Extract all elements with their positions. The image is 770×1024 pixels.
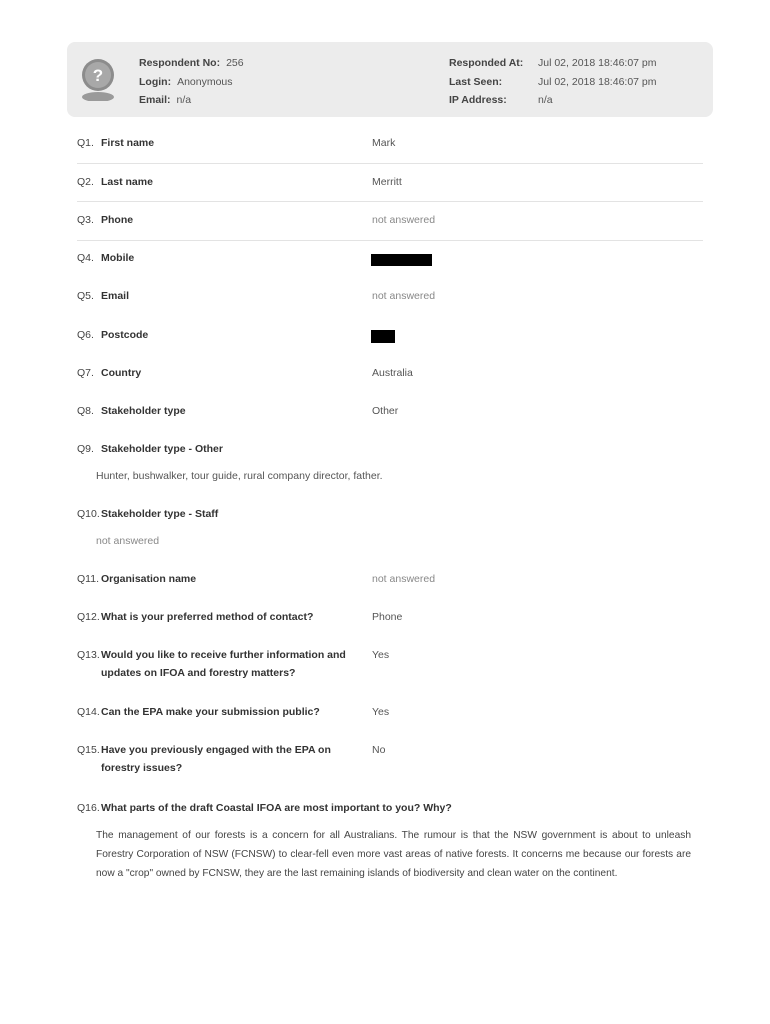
responded-at-value: Jul 02, 2018 18:46:07 pm — [538, 57, 657, 69]
answer-14: Yes — [372, 706, 390, 718]
respondent-no-value: 256 — [226, 57, 244, 69]
question-text: Would you like to receive further information and updates on IFOA and forestry matters? — [101, 649, 346, 679]
svg-text:?: ? — [92, 66, 104, 85]
question-7 — [77, 367, 141, 379]
question-number: Q12. — [77, 611, 100, 623]
question-number: Q3. — [77, 214, 94, 226]
question-1 — [77, 137, 154, 149]
question-8 — [77, 405, 186, 417]
email-label: Email: — [139, 94, 171, 106]
question-3 — [77, 214, 133, 226]
answer-10: not answered — [96, 535, 160, 547]
question-10 — [77, 508, 218, 520]
question-number: Q1. — [77, 137, 94, 149]
ip-address-row — [449, 91, 657, 110]
question-text: Email — [101, 290, 130, 302]
question-text: What parts of the draft Coastal IFOA are most important to you? Why? — [101, 802, 452, 814]
question-text: First name — [101, 137, 155, 149]
question-13 — [77, 646, 347, 682]
question-14 — [77, 706, 320, 718]
responded-at-label: Responded At: — [449, 57, 524, 69]
question-number: Q10. — [77, 508, 100, 520]
question-number: Q9. — [77, 443, 94, 455]
question-text: Stakeholder type — [101, 405, 186, 417]
question-12 — [77, 611, 313, 623]
question-text: Mobile — [101, 252, 135, 264]
ip-address-value: n/a — [538, 94, 553, 106]
question-6 — [77, 329, 148, 341]
responded-at-row — [449, 54, 657, 73]
question-text: Postcode — [101, 329, 149, 341]
divider — [77, 201, 703, 202]
last-seen-value: Jul 02, 2018 18:46:07 pm — [538, 75, 657, 88]
question-15 — [77, 741, 347, 777]
question-4 — [77, 252, 134, 264]
answer-8: Other — [372, 405, 399, 417]
question-number: Q16. — [77, 802, 100, 814]
email-row — [139, 91, 244, 110]
question-11 — [77, 573, 196, 585]
answer-9: Hunter, bushwalker, tour guide, rural company director, father. — [96, 470, 383, 482]
answer-5: not answered — [372, 290, 436, 302]
divider — [77, 163, 703, 164]
divider — [77, 240, 703, 241]
last-seen-row — [449, 73, 657, 92]
answer-13: Yes — [372, 649, 390, 661]
question-text: Organisation name — [101, 573, 197, 585]
question-number: Q15. — [77, 744, 100, 756]
question-text: Stakeholder type - Staff — [101, 508, 219, 520]
question-5 — [77, 290, 129, 302]
answer-16: The management of our forests is a concern for all Australians. The rumour is that the NSW government is about to unleash Forestry Corporation of NSW (FCNSW) to clear-fell even more vast areas of native forests. It concerns me because our forests are now a "crop" owned by FCNSW, they are the last remaining islands of biodiversity and clean water on the continent. — [96, 830, 691, 879]
respondent-no-row — [139, 54, 244, 73]
login-value: Anonymous — [177, 75, 233, 88]
answer-15: No — [372, 744, 386, 756]
redacted-mobile — [371, 254, 432, 266]
answer-11: not answered — [372, 573, 436, 585]
answer-3: not answered — [372, 214, 436, 226]
question-number: Q2. — [77, 176, 94, 188]
question-number: Q5. — [77, 290, 94, 302]
question-text: Country — [101, 367, 142, 379]
question-text: Phone — [101, 214, 134, 226]
answer-2: Merritt — [372, 176, 402, 188]
answer-1: Mark — [372, 137, 396, 149]
login-label: Login: — [139, 75, 172, 88]
question-number: Q4. — [77, 252, 94, 264]
email-value: n/a — [176, 94, 192, 106]
question-text: Have you previously engaged with the EPA on forestry issues? — [101, 744, 331, 774]
answer-12: Phone — [372, 611, 403, 623]
question-number: Q8. — [77, 405, 94, 417]
question-text: Can the EPA make your submission public? — [101, 706, 320, 718]
question-number: Q13. — [77, 649, 100, 661]
question-number: Q11. — [77, 573, 99, 585]
last-seen-label: Last Seen: — [449, 75, 503, 88]
respondent-header — [67, 42, 713, 117]
login-row — [139, 73, 244, 92]
question-text: Last name — [101, 176, 153, 188]
question-number: Q6. — [77, 329, 94, 341]
question-16 — [77, 802, 452, 814]
redacted-postcode — [371, 330, 395, 343]
question-number: Q7. — [77, 367, 94, 379]
respondent-no-label: Respondent No: — [139, 57, 221, 69]
answer-7: Australia — [372, 367, 413, 379]
question-number: Q14. — [77, 706, 100, 718]
anonymous-user-icon — [80, 57, 116, 101]
question-text: Stakeholder type - Other — [101, 443, 223, 455]
ip-address-label: IP Address: — [449, 94, 507, 106]
question-text: What is your preferred method of contact? — [101, 611, 314, 623]
question-9 — [77, 443, 223, 455]
question-2 — [77, 176, 153, 188]
